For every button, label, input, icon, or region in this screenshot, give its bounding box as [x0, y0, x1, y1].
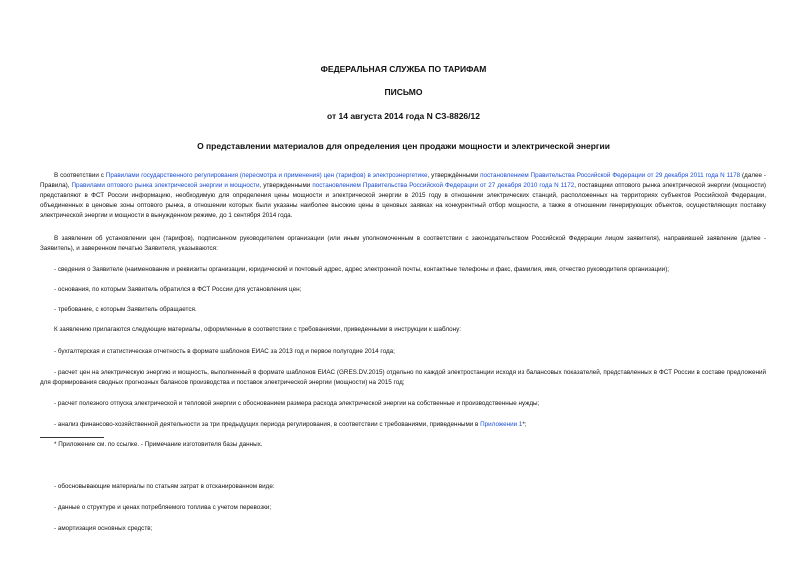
list-item: - данные о структуре и ценах потребляемого топлива с учетом перевозки;	[54, 504, 272, 511]
list-item: - амортизация основных средств;	[54, 525, 153, 532]
list-item: - основания, по которым Заявитель обратился в ФСТ России для установления цен;	[54, 286, 302, 293]
list-item: - бухгалтерская и статистическая отчетность в формате шаблонов ЕИАС за 2013 год и первое полугодие 2014 года;	[54, 348, 395, 355]
list-item: - сведения о Заявителе (наименование и реквизиты организации, юридический и почтовый адрес, адрес электронной почты, контактные телефоны и факс, фамилия, имя, отчество руководителя организации);	[54, 266, 670, 273]
intro-text-2: , утверждёнными	[427, 172, 481, 179]
document-subject: О представлении материалов для определения цен продажи мощности и электрической энергии	[197, 141, 610, 151]
link-pricing-rules[interactable]: Правилами государственного регулирования (пересмотра и применения) цен (тарифов) в электроэнергетике	[105, 172, 428, 179]
document-date-number: от 14 августа 2014 года N СЗ-8826/12	[327, 111, 480, 121]
link-decree-1178[interactable]: постановлением Правительства Российской Федерации от 29 декабря 2011 года N 1178	[480, 172, 741, 179]
list-item: - расчет полезного отпуска электрической и тепловой энергии с обоснованием размера расхода электрической энергии на собственные и производственные нужды;	[54, 400, 540, 407]
list-item: - обосновывающие материалы по статьям затрат в отсканированном виде:	[54, 483, 275, 490]
list-item: - требование, с которым Заявитель обращается.	[54, 306, 197, 313]
attachments-paragraph: К заявлению прилагаются следующие материалы, оформленные в соответствии с требованиями, приведенными в инструкции к шаблону:	[54, 326, 461, 333]
document-type: ПИСЬМО	[384, 87, 423, 97]
agency-title: ФЕДЕРАЛЬНАЯ СЛУЖБА ПО ТАРИФАМ	[320, 64, 487, 74]
footnote-divider	[40, 437, 104, 438]
intro-text-3: (далее - Правила),	[40, 172, 766, 189]
link-decree-1172[interactable]: постановлением Правительства Российской Федерации от 27 декабря 2010 года N 1172	[312, 182, 575, 189]
link-wholesale-market-rules[interactable]: Правилами оптового рынка электрической энергии и мощности	[71, 182, 260, 189]
application-paragraph: В заявлении об установлении цен (тарифов), подписанном руководителем организации (или иным уполномоченным в соответствии с законодательством Российской Федерации лицом заявителя), направившей заявление (далее - Заявитель), и заверенном печатью Заявителя, указываются:	[40, 235, 766, 252]
intro-text-4: , утвержденными	[259, 182, 313, 189]
analysis-text: - анализ финансово-хозяйственной деятельности за три предыдущих периода регулирования, в соответствии с требованиями, приведенными в	[54, 421, 481, 428]
analysis-item	[40, 420, 766, 430]
link-appendix-1[interactable]: Приложении 1	[480, 421, 523, 428]
list-item: - расчет цен на электрическую энергию и мощность, выполненный в формате шаблонов ЕИАС (GRES.DV.2015) отдельно по каждой электростанции исходя из балансовых показателей, представленных в ФСТ России в составе предложений для формирования сводных прогнозных балансов производства и поставок электрической энергии (мощности) на 2015 год;	[40, 369, 766, 386]
intro-text-1: В соответствии с	[54, 172, 106, 179]
analysis-suffix: *;	[522, 421, 527, 428]
footnote: * Приложение см. по ссылке. - Примечание изготовителя базы данных.	[54, 441, 263, 448]
intro-text-5: , поставщики оптового рынка электрической энергии (мощности) представляют в ФСТ России информацию, необходимую для определения цены мощности и электрической энергии в 2015 году в отношении электрических станций, расположенных на территориях субъектов Российской Федерации, объединенных в ценовые зоны оптового рынка, в отношении которых были указаны наиболее высокие цены в ценовых заявках на конкурентный отбор мощности, а также в отношении генерирующих объектов, осуществляющих поставку электрической энергии и мощности в вынужденном режиме, до 1 сентября 2014 года.	[40, 182, 766, 219]
intro-paragraph	[40, 171, 766, 221]
